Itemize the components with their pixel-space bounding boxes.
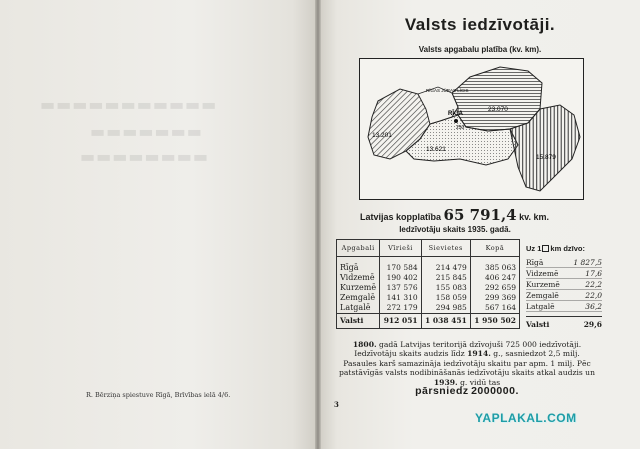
left-page — [0, 0, 318, 449]
riga-label: RĪGA — [448, 111, 463, 117]
density-header: Uz 1 km dzīvo: — [526, 244, 586, 253]
density-row: Vidzemē 17,6 — [526, 269, 602, 278]
vidzeme-area-label: 23.070 — [488, 106, 508, 113]
zemgale-area-label: 13.621 — [426, 146, 446, 153]
book-spine — [315, 0, 321, 449]
riga-area-label: 250 — [456, 125, 465, 131]
total-area-prefix: Latvijas kopplatība — [360, 212, 442, 222]
kurzeme-area-label: 13.201 — [372, 132, 392, 139]
total-area-line — [360, 206, 590, 224]
population-title: Iedzīvotāju skaits 1935. gadā. — [399, 225, 511, 234]
table-row: Kurzemē 137 576 155 083 292 659 — [337, 283, 520, 293]
vidzeme-region — [452, 67, 542, 131]
column-header-region: Apgabali — [337, 240, 380, 257]
table-row: Latgalē 272 179 294 985 567 164 — [337, 303, 520, 314]
history-paragraph: 1800. gadā Latvijas teritorijā dzīvojuši 725 000 iedzīvotāji. Iedzīvotāju skaits audzis līdz 1914. g., sasniedzot 2,5 milj. Pasaules karš samazināja iedzīvotāju skaitu par apm. 1 milj. Pēc patstāvīgās valsts nodibināšanās iedzīvotāju skaits atkal audzis un 1939. g. vidū tas pārsniedz 2000000. — [339, 340, 595, 398]
latvia-map — [359, 58, 584, 200]
riga-marker — [454, 119, 458, 123]
page-title: Valsts iedzīvotāji. — [404, 15, 556, 34]
column-header-women: Sievietes — [421, 240, 470, 257]
square-symbol-icon — [542, 245, 549, 252]
site-watermark: YAPLAKAL.COM — [475, 411, 577, 425]
page-number: 3 — [334, 400, 339, 409]
density-table — [526, 240, 602, 331]
column-header-total: Kopā — [470, 240, 519, 257]
table-row: Vidzemē 190 402 215 845 406 247 — [337, 273, 520, 283]
density-sum-row: Valsti 29,6 — [526, 316, 602, 331]
printer-imprint: R. Bērziņa spiestuve Rīgā, Brīvības ielā 4/6. — [86, 391, 231, 399]
total-area-value: 65 791,4 — [443, 206, 517, 224]
table-row: Rīgā 170 584 214 479 385 063 — [337, 257, 520, 274]
final-claim-prefix: pārsniedz — [415, 385, 469, 398]
table-sum-row: Valsti 912 051 1 038 451 1 950 502 — [337, 314, 520, 329]
population-table — [336, 239, 520, 329]
bleed-through-text: ▬▬▬▬▬▬▬ — [90, 122, 203, 141]
density-row: Latgalē 36,2 — [526, 302, 602, 311]
final-claim-number: 2000000. — [471, 385, 519, 398]
column-header-men: Vīrieši — [380, 240, 421, 257]
latgale-area-label: 15.879 — [536, 154, 556, 161]
density-row: Rīgā 1 827,5 — [526, 258, 602, 267]
total-area-unit: kv. km. — [519, 212, 549, 222]
density-row: Zemgalē 22,0 — [526, 291, 602, 300]
table-row: Zemgalē 141 310 158 059 299 369 — [337, 293, 520, 303]
bleed-through-text: ▬▬▬▬▬▬▬▬ — [80, 147, 209, 166]
bleed-through-text: ▬▬▬▬▬▬▬▬▬▬▬ — [40, 95, 218, 114]
gulf-label: RĪGAS JŪRAS LĪCIS — [426, 88, 469, 93]
map-subtitle: Valsts apgabalu platība (kv. km). — [418, 45, 542, 54]
density-row: Kurzemē 22,2 — [526, 280, 602, 289]
map-svg — [360, 59, 585, 201]
